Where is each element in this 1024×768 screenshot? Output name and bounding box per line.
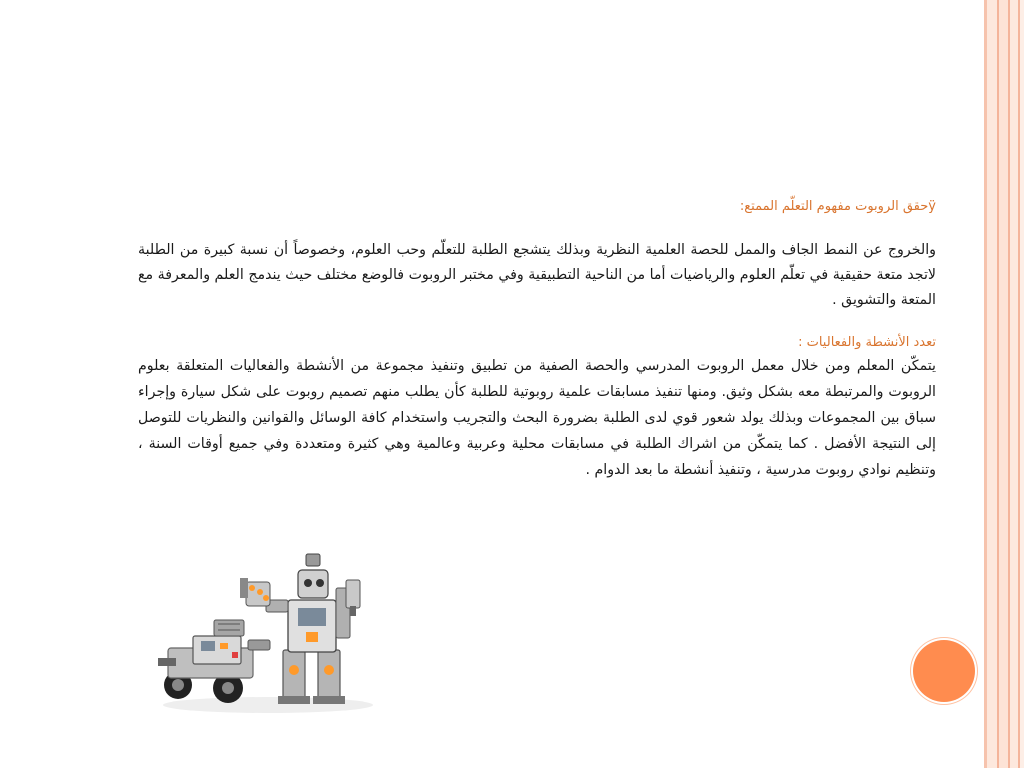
section-heading-fun-learning: ÿحقق الروبوت مفهوم التعلّم الممتع: [739, 199, 936, 214]
stripe [1010, 0, 1018, 768]
section-heading-activities: تعدد الأنشطة والفعاليات : [798, 335, 936, 350]
stripe [999, 0, 1008, 768]
car-robot [158, 620, 270, 703]
paragraph-activities: يتمكّن المعلم ومن خلال معمل الروبوت المدرسي والحصة الصفية من تطبيق وتنفيذ مجموعة من الأنشطة والفعاليات المتعلقة بعلوم الروبوت والمرتبطة معه بشكل وثيق. ومنها تنفيذ مسابقات علمية روبوتية للطلبة كأن يطلب منهم تصميم روبوت على شكل سيارة وإجراء سباق بين المجموعات وبذلك يولد شعور قوي لدى الطلبة بضرورة البحث والتجريب واستخدام كافة الوسائل والقوانين والنظريات للتوصل إلى النتيجة الأفضل . كما يتمكّن من اشراك الطلبة في مسابقات محلية وعربية وعالمية وهي كثيرة ومتعددة وفي جميع أوقات السنة ، وتنظيم نوادي روبوت مدرسية ، وتنفيذ أنشطة ما بعد الدوام . [138, 358, 936, 478]
stripe [987, 0, 997, 768]
stripe [1020, 0, 1024, 768]
paragraph-fun-learning: والخروج عن النمط الجاف والممل للحصة العلمية النظرية وبذلك يتشجع الطلبة للتعلّم وحب العلوم، وخصوصاً أن نسبة كبيرة من الطلبة لاتجد متعة حقيقية في تعلّم العلوم والرياضيات أما من الناحية التطبيقية وفي مختبر الروبوت فالوضع مختلف حيث يندمج العلم والمعرفة مع المتعة والتشويق . [138, 242, 936, 308]
humanoid-robot [240, 554, 360, 704]
decorative-stripes [984, 0, 1024, 768]
decorative-circle [913, 640, 975, 702]
slide-content [138, 196, 936, 483]
robot-kit-image [148, 540, 378, 715]
